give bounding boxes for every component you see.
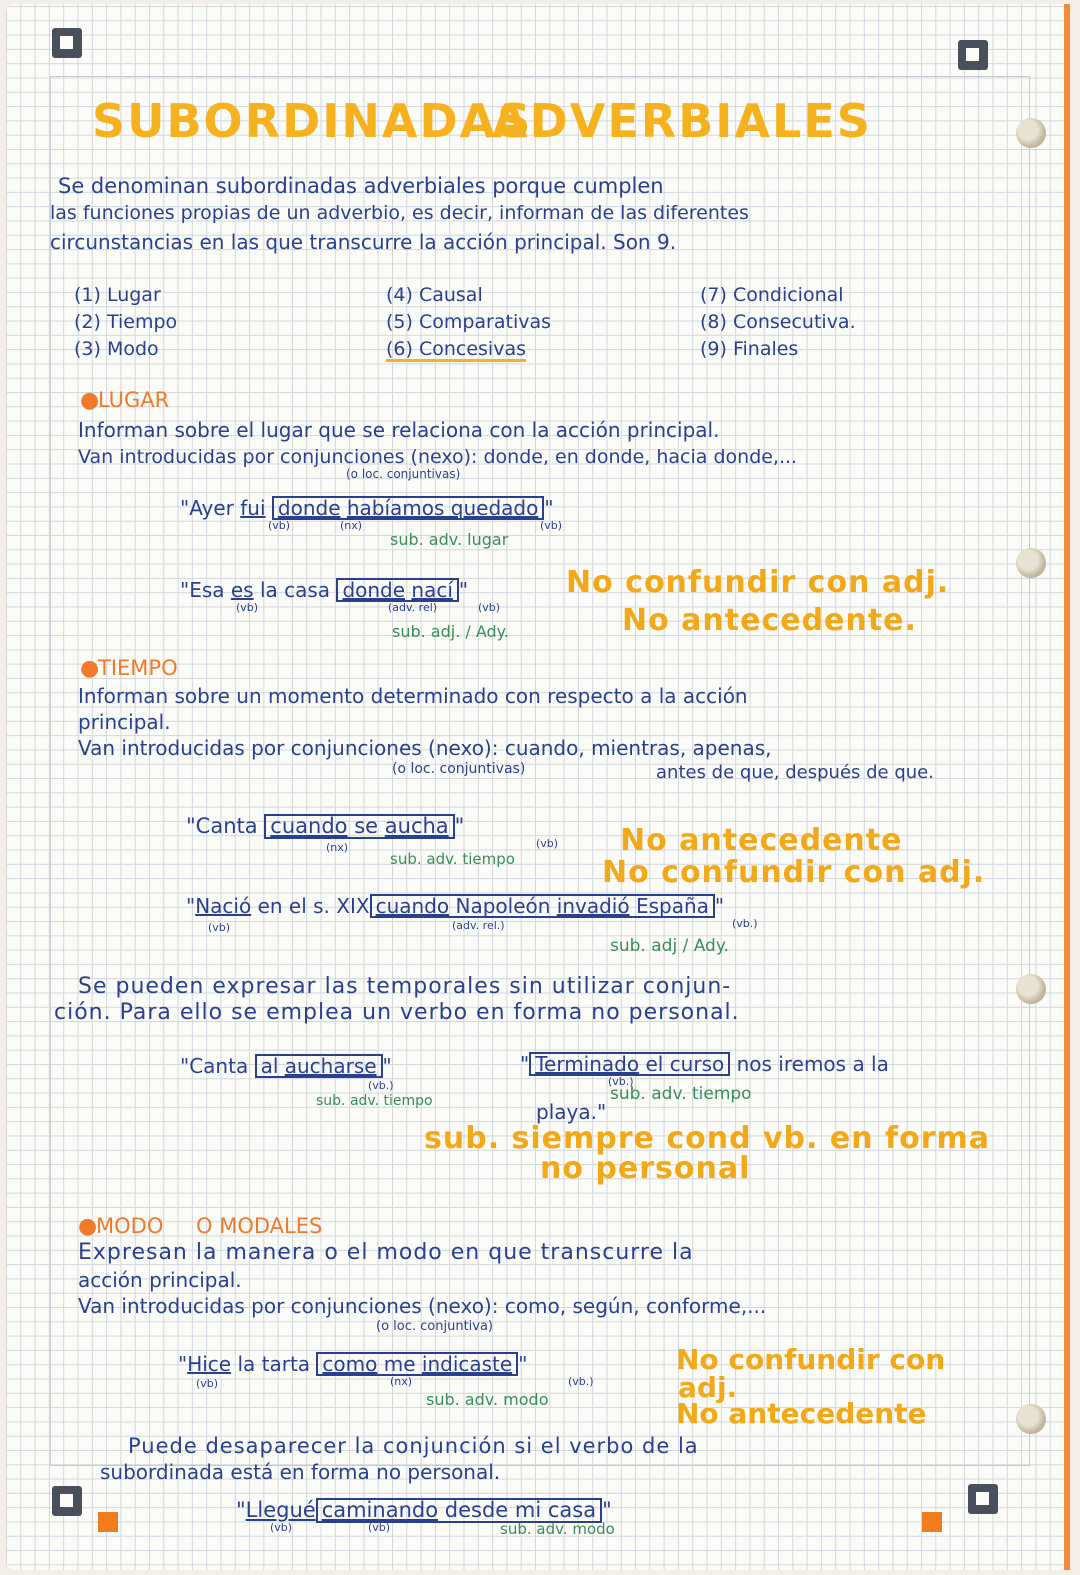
highlight-warning: adj. (678, 1371, 738, 1404)
lugar-note: (o loc. conjuntivas) (346, 467, 461, 481)
corner-mark-icon (968, 1484, 998, 1514)
example-sentence: "Canta al aucharse " (180, 1054, 392, 1078)
subordinate-bracket: cuando Napoleón invadió España (370, 894, 715, 918)
tiempo-line-4: antes de que, después de que. (656, 762, 934, 783)
example-classification: sub. adv. modo (426, 1390, 549, 1409)
label-vb: (vb.) (732, 917, 758, 930)
modo-line-1: Expresan la manera o el modo en que transcurre la (78, 1240, 694, 1265)
example-classification: sub. adv. modo (500, 1520, 615, 1538)
highlight-warning: No antecedente. (622, 603, 917, 638)
example-sentence: "Llegué caminando desde mi casa " (236, 1498, 612, 1522)
label-nx: (nx) (326, 841, 349, 854)
modo-line-5: subordinada está en forma no personal. (100, 1460, 501, 1484)
label-vb: (vb) (270, 1521, 293, 1534)
example-sentence: "Ayer fui donde habíamos quedado " (180, 496, 554, 520)
highlight-warning: no personal (540, 1151, 751, 1186)
label-nx: (nx) (340, 519, 363, 532)
highlight-warning: No confundir con (676, 1343, 946, 1376)
modo-line-2: acción principal. (78, 1268, 242, 1292)
example-sentence: "Canta cuando se aucha " (186, 814, 465, 838)
label-vb: (vb.) (608, 1075, 634, 1088)
label-vb: (vb) (536, 837, 559, 850)
subordinate-bracket: al aucharse (255, 1054, 383, 1078)
example-classification: sub. adv. tiempo (316, 1093, 433, 1109)
subordinate-bracket: cuando se aucha (264, 814, 454, 839)
orange-square-icon (922, 1512, 942, 1532)
label-vb: (vb) (208, 921, 231, 934)
tiempo-note: (o loc. conjuntivas) (392, 761, 526, 777)
label-vb: (vb) (478, 601, 501, 614)
label-vb: (vb) (368, 1521, 391, 1534)
label-vb: (vb) (236, 601, 259, 614)
binder-hole-icon (1016, 548, 1046, 578)
example-classification: sub. adj. / Ady. (392, 622, 509, 641)
highlight-warning: No antecedente (620, 823, 903, 858)
label-vb: (vb) (268, 519, 291, 532)
type-item: (6) Concesivas (386, 338, 526, 360)
modo-line-4: Puede desaparecer la conjunción si el verbo de la (128, 1434, 699, 1458)
subordinate-bracket: donde habíamos quedado (272, 496, 544, 520)
highlight-warning: No antecedente (676, 1397, 927, 1430)
example-classification: sub. adv. tiempo (610, 1084, 752, 1104)
subordinate-bracket: Terminado el curso (529, 1052, 730, 1076)
type-item: (1) Lugar (74, 284, 161, 306)
example-sentence: "Esa es la casa donde nací " (180, 578, 469, 602)
corner-mark-icon (958, 40, 988, 70)
label-vb: (vb.) (368, 1079, 394, 1092)
binder-hole-icon (1016, 118, 1046, 148)
label-vb: (vb.) (568, 1375, 594, 1388)
type-item: (7) Condicional (700, 284, 844, 306)
corner-mark-icon (52, 1486, 82, 1516)
section-heading-lugar: LUGAR (98, 388, 170, 412)
type-item: (3) Modo (74, 338, 159, 360)
modo-line-3: Van introducidas por conjunciones (nexo): como, según, conforme,... (78, 1294, 767, 1318)
label-adv: (adv. rel) (388, 601, 438, 614)
tiempo-line-1: Informan sobre un momento determinado con respecto a la acción (78, 684, 748, 708)
bullet-icon: ● (78, 1214, 98, 1239)
type-item: (5) Comparativas (386, 311, 552, 333)
section-heading-tiempo: TIEMPO (98, 656, 178, 680)
bullet-icon: ● (80, 388, 100, 413)
example-verb: fui (240, 496, 266, 520)
bullet-icon: ● (80, 656, 100, 681)
tiempo-line-6: ción. Para ello se emplea un verbo en forma no personal. (54, 1000, 740, 1025)
binder-hole-icon (1016, 974, 1046, 1004)
example-classification: sub. adj / Ady. (610, 936, 729, 956)
lugar-line-2: Van introducidas por conjunciones (nexo): donde, en donde, hacia donde,... (78, 446, 798, 468)
subordinate-bracket: donde nací (336, 578, 458, 602)
example-classification: sub. adv. lugar (390, 530, 509, 549)
title-part-1: SUBORDINADAS (92, 94, 533, 148)
type-item: (8) Consecutiva. (700, 311, 856, 333)
title-part-2: ADVERBIALES (492, 94, 872, 148)
intro-line-2: las funciones propias de un adverbio, es decir, informan de las diferentes (50, 202, 749, 224)
corner-mark-icon (52, 28, 82, 58)
subordinate-bracket: caminando desde mi casa (316, 1498, 602, 1523)
section-heading-modales: O MODALES (196, 1214, 323, 1238)
tiempo-line-5: Se pueden expresar las temporales sin utilizar conjun- (78, 974, 732, 999)
modo-note: (o loc. conjuntiva) (376, 1319, 494, 1334)
intro-line-1: Se denominan subordinadas adverbiales porque cumplen (58, 174, 664, 198)
lugar-line-1: Informan sobre el lugar que se relaciona con la acción principal. (78, 418, 720, 442)
orange-square-icon (98, 1512, 118, 1532)
example-text: "Ayer (180, 496, 234, 520)
label-vb: (vb) (196, 1377, 219, 1390)
subordinate-bracket: como me indicaste (316, 1352, 518, 1376)
highlight-warning: sub. siempre cond vb. en forma (424, 1121, 990, 1156)
example-sentence: "Hice la tarta como me indicaste " (178, 1352, 528, 1376)
tiempo-line-2: principal. (78, 710, 171, 734)
intro-line-3: circunstancias en las que transcurre la acción principal. Son 9. (50, 230, 677, 254)
highlight-warning: No confundir con adj. (566, 565, 950, 600)
example-continuation: playa." (536, 1100, 607, 1124)
label-adv: (adv. rel.) (452, 919, 505, 932)
highlight-warning: No confundir con adj. (602, 855, 986, 890)
example-sentence: " Terminado el curso nos iremos a la (520, 1052, 889, 1076)
tiempo-line-3: Van introducidas por conjunciones (nexo): cuando, mientras, apenas, (78, 736, 772, 760)
type-item: (2) Tiempo (74, 311, 178, 333)
label-vb: (vb) (540, 519, 563, 532)
type-item: (4) Causal (386, 284, 483, 306)
example-sentence: "Nació en el s. XIX cuando Napoleón invadió España " (186, 894, 725, 918)
binder-hole-icon (1016, 1404, 1046, 1434)
type-item: (9) Finales (700, 338, 799, 360)
example-classification: sub. adv. tiempo (390, 850, 515, 868)
section-heading-modo: MODO (96, 1214, 164, 1238)
label-nx: (nx) (390, 1375, 413, 1388)
